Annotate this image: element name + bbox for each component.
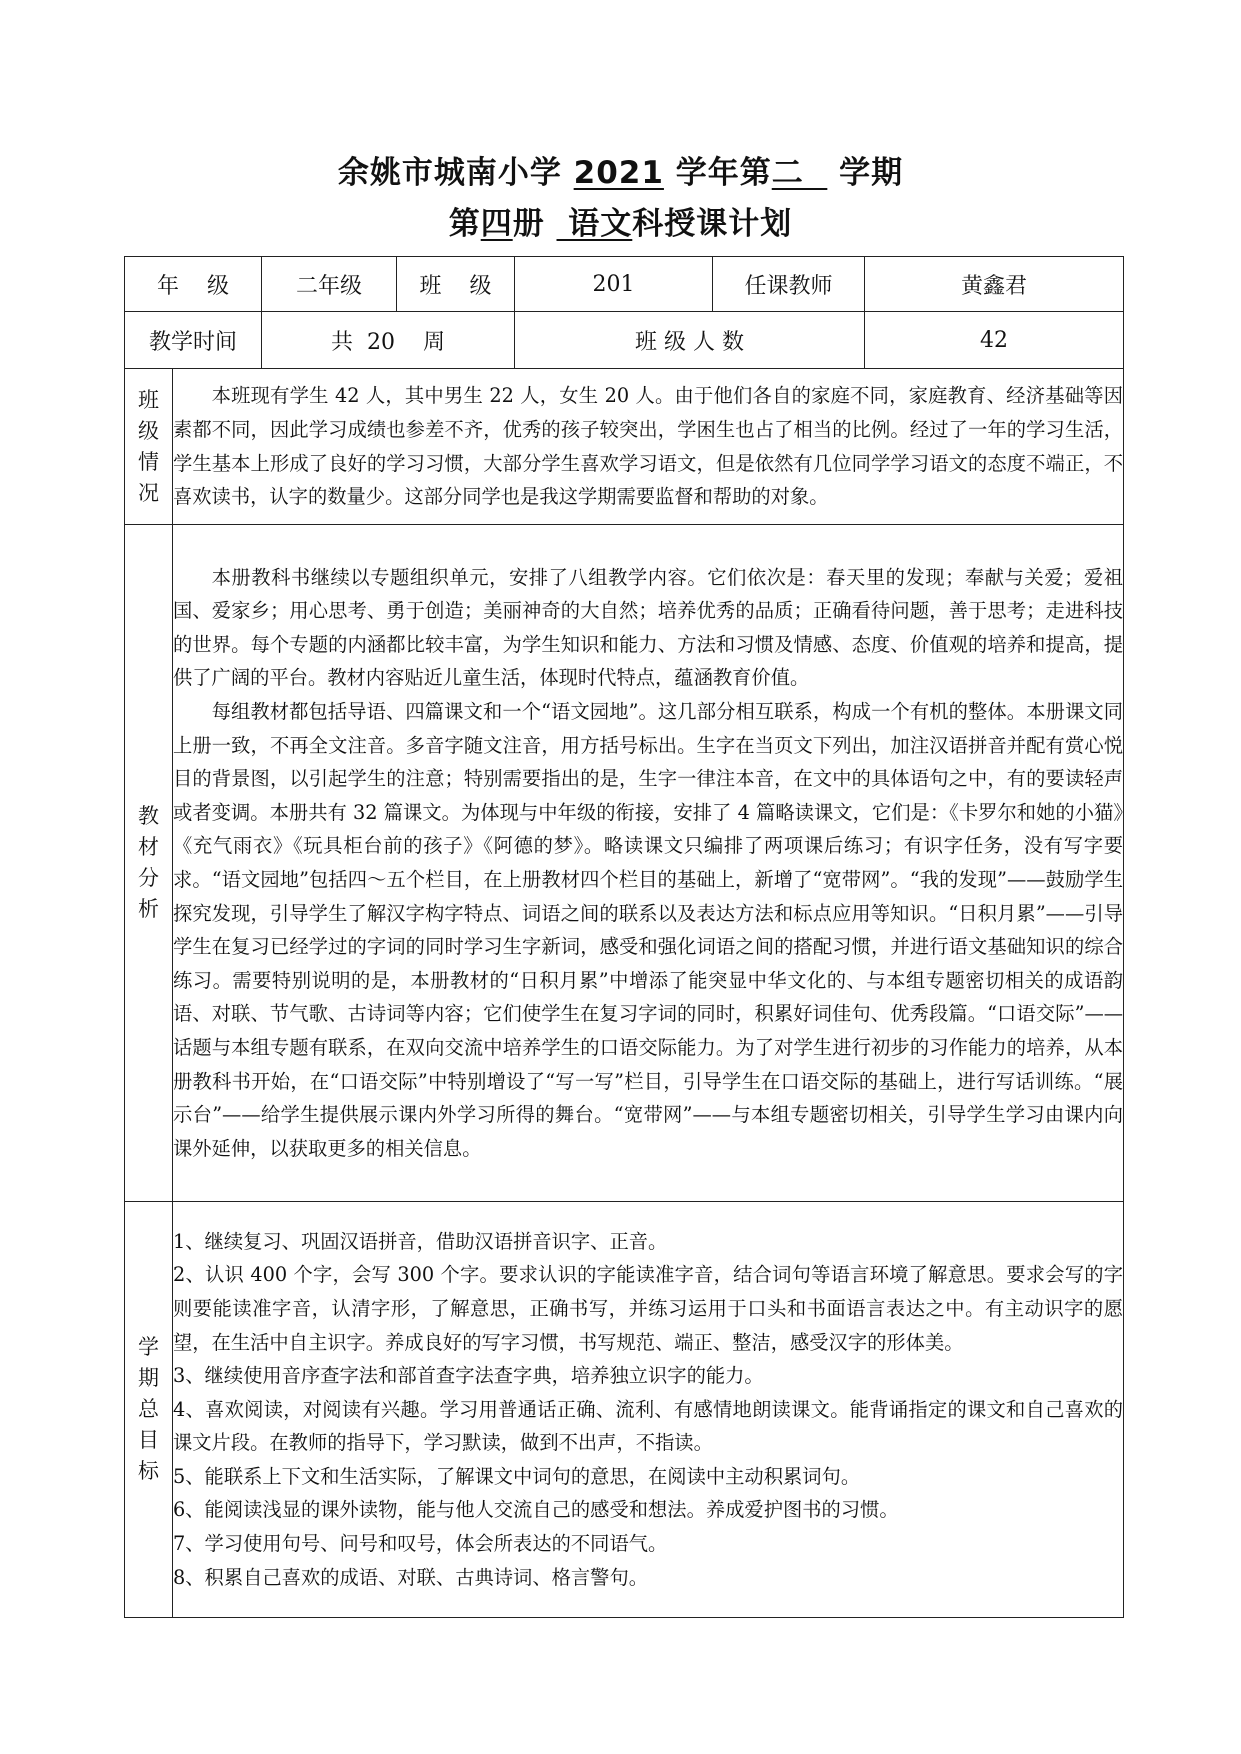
teacher-label: 任课教师 (713, 257, 865, 312)
label-char: 析 (138, 897, 159, 921)
title-term-suffix: 学期 (827, 155, 904, 191)
goal-item: 3、继续使用音序查字法和部首查字法查字典，培养独立识字的能力。 (173, 1364, 764, 1388)
textbook-analysis-paragraph-1: 本册教科书继续以专题组织单元，安排了八组教学内容。它们依次是：春天里的发现；奉献与关爱；爱祖国、爱家乡；用心思考、勇于创造；美丽神奇的大自然；培养优秀的品质；正确看待问题，善于思考；走进科技的世界。每个专题的内涵都比较丰富，为学生知识和能力、方法和习惯及情感、态度、价值观的培养和提高，提供了广阔的平台。教材内容贴近儿童生活，体现时代特点，蕴涵教育价值。 (173, 565, 1124, 690)
label-char: 班 (138, 387, 159, 412)
class-situation-content (173, 369, 1124, 525)
label-char: 期 (138, 1366, 159, 1390)
class-situation-label (125, 369, 173, 525)
time-value (262, 312, 515, 369)
goal-item: 8、积累自己喜欢的成语、对联、古典诗词、格言警句。 (173, 1565, 649, 1589)
document-title-line1 (0, 147, 1241, 192)
semester-goals-label (125, 1202, 173, 1618)
info-row-1 (125, 257, 1124, 312)
goal-item: 5、能联系上下文和生活实际，了解课文中词句的意思，在阅读中主动积累词句。 (173, 1464, 861, 1488)
textbook-analysis-label (125, 525, 173, 1202)
goal-item: 7、学习使用句号、问号和叹号，体会所表达的不同语气。 (173, 1532, 668, 1556)
class-value: 201 (515, 257, 713, 312)
semester-goals-list (173, 1225, 1123, 1595)
goal-item: 2、认识 400 个字，会写 300 个字。要求认识的字能读准字音，结合词句等语言环境了解意思。要求会写的字则要能读准字音，认清字形，了解意思，正确书写，并练习运用于口头和书面语言表达之中。有主动识字的愿望，在生活中自主识字。养成良好的写字习惯，书写规范、端正、整洁，感受汉字的形体美。 (173, 1263, 1124, 1354)
class-situation-row (125, 369, 1124, 525)
title-term: 二 (771, 155, 828, 191)
semester-goals-content (173, 1202, 1124, 1618)
label-char: 级 (138, 418, 159, 443)
grade-label-text: 年 级 (157, 273, 229, 299)
goal-item: 1、继续复习、巩固汉语拼音，借助汉语拼音识字、正音。 (173, 1229, 668, 1253)
label-char: 况 (138, 480, 159, 505)
title-volume: 四 (480, 206, 513, 242)
label-char: 教 (138, 804, 159, 828)
class-situation-paragraph: 本班现有学生 42 人，其中男生 22 人，女生 20 人。由于他们各自的家庭不同，家庭教育、经济基础等因素都不同，因此学习成绩也参差不齐，优秀的孩子较突出，学困生也占了相当的比例。经过了一年的学习生活，学生基本上形成了良好的学习习惯，大部分学生喜欢学习语文，但是依然有几位同学学习语文的态度不端正，不喜欢读书，认字的数量少。这部分同学也是我这学期需要监督和帮助的对象。 (173, 384, 1124, 509)
semester-goals-row (125, 1202, 1124, 1618)
label-char: 学 (138, 1335, 159, 1359)
count-value: 42 (865, 312, 1124, 369)
title-plan: 科授课计划 (632, 206, 793, 242)
count-label (515, 312, 865, 369)
title-subject: 语文 (556, 206, 633, 242)
count-label-text: 班 级 人 数 (635, 329, 744, 355)
textbook-analysis-paragraph-2: 每组教材都包括导语、四篇课文和一个“语文园地”。这几部分相互联系，构成一个有机的整体。本册课文同上册一致，不再全文注音。多音字随文注音，用方括号标出。生字在当页文下列出，加注汉语拼音并配有赏心悦目的背景图，以引起学生的注意；特别需要指出的是，生字一律注本音，在文中的具体语句之中，有的要读轻声或者变调。本册共有 32 篇课文。为体现与中年级的衔接，安排了 4 篇略读课文，它们是：《卡罗尔和她的小猫》《充气雨衣》《玩具柜台前的孩子》《阿德的梦》。略读课文只编排了两项课后练习；有识字任务，没有写字要求。“语文园地”包括四～五个栏目，在上册教材四个栏目的基础上，新增了“宽带网”。“我的发现”——鼓励学生探究发现，引导学生了解汉字构字特点、词语之间的联系以及表达方法和标点应用等知识。“日积月累”——引导学生在复习已经学过的字词的同时学习生字新词，感受和强化词语之间的搭配习惯，并进行语文基础知识的综合练习。需要特别说明的是，本册教材的“日积月累”中增添了能突显中华文化的、与本组专题密切相关的成语韵语、对联、节气歌、古诗词等内容；它们使学生在复习字词的同时，积累好词佳句、优秀段篇。“口语交际”——话题与本组专题有联系，在双向交流中培养学生的口语交际能力。为了对学生进行初步的习作能力的培养，从本册教科书开始，在“口语交际”中特别增设了“写一写”栏目，引导学生在口语交际的基础上，进行写话训练。“展示台”——给学生提供展示课内外学习所得的舞台。“宽带网”——与本组专题密切相关，引导学生学习由课内向课外延伸，以获取更多的相关信息。 (173, 700, 1124, 1160)
label-char: 材 (138, 835, 159, 859)
label-char: 总 (138, 1397, 159, 1421)
label-char: 情 (138, 449, 159, 474)
document-title-line2 (0, 198, 1241, 243)
title-volume-prefix: 第 (448, 206, 481, 242)
title-year: 2021 (573, 155, 664, 191)
textbook-analysis-row (125, 525, 1124, 1202)
teacher-value: 黄鑫君 (865, 257, 1124, 312)
teaching-plan-table (124, 256, 1124, 1618)
time-value-text: 共 20 周 (331, 329, 445, 355)
info-row-2 (125, 312, 1124, 369)
time-label: 教学时间 (125, 312, 262, 369)
grade-label (125, 257, 262, 312)
label-char: 分 (138, 866, 159, 890)
title-volume-suffix: 册 (512, 206, 557, 242)
title-school: 余姚市城南小学 (337, 155, 574, 191)
goal-item: 6、能阅读浅显的课外读物，能与他人交流自己的感受和想法。养成爱护图书的习惯。 (173, 1498, 899, 1522)
class-label (397, 257, 515, 312)
label-char: 标 (138, 1459, 159, 1483)
grade-value: 二年级 (262, 257, 397, 312)
label-char: 目 (138, 1428, 159, 1452)
class-label-text: 班 级 (419, 273, 492, 299)
title-year-suffix: 学年第 (663, 155, 772, 191)
goal-item: 4、喜欢阅读，对阅读有兴趣。学习用普通话正确、流利、有感情地朗读课文。能背诵指定的课文和自己喜欢的课文片段。在教师的指导下，学习默读，做到不出声，不指读。 (173, 1397, 1124, 1455)
textbook-analysis-content (173, 525, 1124, 1202)
